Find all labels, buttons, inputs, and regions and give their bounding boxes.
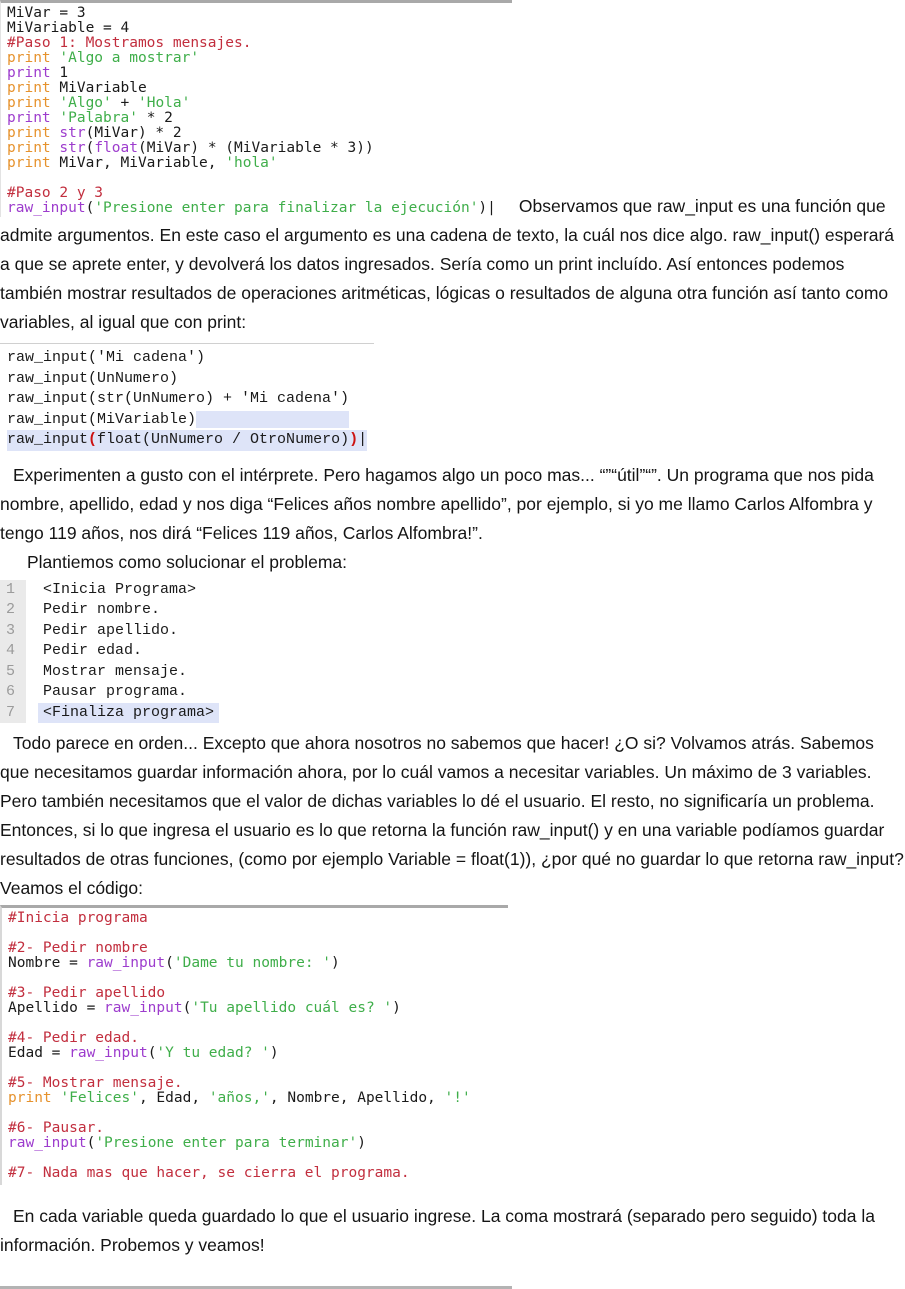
code-token: Mostrar mensaje. — [43, 662, 188, 680]
code-text — [8, 1136, 366, 1151]
code-line — [8, 1061, 508, 1076]
code-text — [38, 600, 165, 621]
code-text — [8, 956, 340, 971]
code-line — [0, 703, 905, 724]
paragraph-text: Observamos que raw_input es una función que admite argumentos. En este caso el argumento es una cadena de texto, la cuál nos dice algo. raw_input() esperará a que se aprete enter, y devolverá los datos ingresados. Sería como un print incluído. Así entonces podemos también mostrar resultados de operaciones aritméticas, lógicas o resultados de alguna otra función así tanto como variables, al igual que con print: — [0, 196, 895, 332]
code-line — [8, 1106, 508, 1121]
code-text — [38, 641, 147, 662]
code-text — [7, 410, 349, 431]
code-token: print — [7, 125, 51, 141]
code-token: MiVar = 3 — [7, 5, 86, 21]
code-token: ) — [392, 1000, 401, 1016]
code-token: ( — [88, 431, 98, 448]
line-number: 2 — [0, 600, 26, 621]
code-token: raw_input — [7, 431, 89, 448]
code-token: #5- Mostrar mensaje. — [8, 1075, 183, 1091]
code-line — [8, 986, 508, 1001]
code-line — [8, 941, 508, 956]
code-token: (MiVar) * 2 — [85, 125, 182, 141]
code-text — [8, 1091, 471, 1106]
code-line — [8, 1166, 508, 1181]
code-line — [7, 126, 512, 141]
code-line — [8, 1091, 508, 1106]
paragraph-plantiemos — [0, 548, 905, 577]
code-text — [7, 369, 178, 390]
code-token: #2- Pedir nombre — [8, 940, 148, 956]
code-token: 'Tu apellido cuál es? ' — [191, 1000, 393, 1016]
code-text — [8, 1151, 17, 1166]
code-text — [8, 1166, 410, 1181]
code-token: print — [7, 140, 51, 156]
code-token: MiVar, MiVariable, — [50, 155, 226, 171]
code-text — [8, 1121, 104, 1136]
code-line — [8, 1001, 508, 1016]
code-token — [8, 1150, 17, 1166]
code-text — [7, 21, 129, 36]
code-line — [7, 201, 512, 216]
code-line — [7, 111, 512, 126]
code-line — [8, 1076, 508, 1091]
code-token: 'Presione enter para finalizar la ejecución' — [94, 200, 479, 216]
code-line — [7, 21, 512, 36]
code-text — [8, 911, 148, 926]
code-text — [8, 1106, 17, 1121]
code-token: Pausar programa. — [43, 683, 188, 700]
code-line — [0, 580, 905, 601]
code-text — [8, 1001, 401, 1016]
code-line — [7, 171, 512, 186]
line-number: 6 — [0, 682, 26, 703]
code-token: raw_input('Mi cadena') — [7, 349, 206, 366]
code-token: print — [7, 65, 51, 81]
code-text — [8, 926, 17, 941]
code-token: ( — [182, 1000, 192, 1016]
code-text — [8, 1031, 139, 1046]
code-text — [7, 126, 182, 141]
code-token: raw_input — [7, 200, 86, 216]
code-token: Pedir nombre. — [43, 601, 161, 618]
code-token: ) — [269, 1045, 279, 1061]
code-token: <Finaliza programa> — [43, 703, 215, 721]
code-line — [0, 600, 905, 621]
code-token: <Inicia Programa> — [43, 580, 197, 598]
code-line — [7, 96, 512, 111]
line-number: 7 — [0, 703, 26, 724]
code-token: Pedir apellido. — [43, 621, 179, 639]
code-token: 'Algo a mostrar' — [59, 50, 200, 66]
code-token: Nombre = — [8, 955, 87, 971]
code-text — [7, 96, 190, 111]
code-token: 'Felices' — [60, 1090, 139, 1106]
code-token: raw_input(MiVariable) — [7, 410, 197, 428]
paragraph-conclusion — [0, 1202, 905, 1260]
line-number: 1 — [0, 580, 26, 601]
code-token: print — [7, 95, 51, 111]
code-line — [7, 410, 374, 431]
code-token: #Inicia programa — [8, 910, 148, 926]
code-token: raw_input(str(UnNumero) + 'Mi cadena') — [7, 390, 350, 407]
code-token: , Nombre, Apellido, — [269, 1090, 445, 1106]
text-caret: | — [487, 200, 496, 216]
code-token: ( — [147, 1045, 157, 1061]
code-token: print — [7, 110, 51, 126]
code-line — [7, 51, 512, 66]
code-line — [7, 36, 512, 51]
code-block-final-program[interactable] — [0, 905, 508, 1185]
code-line — [0, 662, 905, 683]
code-text — [8, 1016, 17, 1031]
code-token: , Edad, — [138, 1090, 209, 1106]
code-line — [7, 66, 512, 81]
code-text — [7, 81, 147, 96]
code-text — [7, 201, 496, 216]
code-line — [0, 621, 905, 642]
code-text — [7, 348, 205, 369]
code-token: print — [7, 80, 51, 96]
code-line — [0, 641, 905, 662]
paragraph-raw-input-explanation — [0, 0, 905, 337]
code-text — [7, 389, 349, 410]
code-token: * 2 — [137, 110, 173, 126]
code-token: 'Hola' — [137, 95, 191, 111]
code-text — [7, 111, 173, 126]
code-token: MiVariable = 4 — [7, 20, 130, 36]
paragraph-text: Plantiemos como solucionar el problema: — [27, 551, 348, 572]
code-block-pseudocode — [0, 580, 905, 724]
code-token: raw_input — [69, 1045, 148, 1061]
code-line — [7, 156, 512, 171]
code-text — [8, 1046, 279, 1061]
code-token: #6- Pausar. — [8, 1120, 105, 1136]
text-caret: | — [358, 431, 368, 448]
paragraph-text: Todo parece en orden... Excepto que ahora nosotros no sabemos que hacer! ¿O si? Volvamos atrás. Sabemos que necesitamos guardar información ahora, por lo cuál vamos a necesitar variables. Un máximo de 3 variables. Pero también necesitamos que el valor de dichas variables lo dé el usuario. El resto, no significaría un problema. Entonces, si lo que ingresa el usuario es lo que retorna la función raw_input() y en una variable podíamos guardar resultados de otras funciones, (como por ejemplo Variable = float(1)), ¿por qué no guardar lo que retorna raw_input? Veamos el código: — [0, 733, 904, 898]
code-token: ( — [85, 140, 95, 156]
code-text — [7, 171, 16, 186]
code-line — [8, 926, 508, 941]
code-token: ( — [85, 200, 95, 216]
code-token: 'hola' — [225, 155, 278, 171]
code-token: raw_input — [8, 1135, 87, 1151]
code-token: raw_input — [104, 1000, 183, 1016]
line-number: 5 — [0, 662, 26, 683]
code-line — [7, 430, 374, 451]
code-text — [38, 662, 192, 683]
paragraph-text: En cada variable queda guardado lo que el usuario ingrese. La coma mostrará (separado pero seguido) toda la información. Probemos y veamos! — [0, 1206, 875, 1255]
paragraph-text: Experimenten a gusto con el intérprete. Pero hagamos algo un poco mas... “”“útil”“”. Un programa que nos pida nombre, apellido, edad y nos diga “Felices años nombre apellido”, por ejemplo, si yo me llamo Carlos Alfombra y tengo 119 años, nos dirá “Felices 119 años, Carlos Alfombra!”. — [0, 464, 874, 543]
line-number: 4 — [0, 641, 26, 662]
code-line — [7, 369, 374, 390]
code-token: ( — [86, 1135, 96, 1151]
code-token: 'Y tu edad? ' — [156, 1045, 270, 1061]
code-token: Pedir edad. — [43, 642, 143, 659]
code-line — [8, 1046, 508, 1061]
code-line — [7, 81, 512, 96]
code-text — [8, 941, 148, 956]
code-token: '!' — [444, 1090, 471, 1106]
line-number: 3 — [0, 621, 26, 642]
code-token: #Paso 1: Mostramos mensajes. — [7, 35, 252, 51]
code-token: print — [7, 155, 51, 171]
code-token: + — [111, 95, 138, 111]
code-token: str — [59, 125, 86, 141]
code-token: 'Dame tu nombre: ' — [173, 955, 332, 971]
code-text — [7, 141, 374, 156]
code-line — [7, 186, 512, 201]
code-text — [7, 156, 278, 171]
code-token — [8, 1015, 17, 1031]
code-text — [38, 621, 183, 642]
code-line — [7, 6, 512, 21]
code-token: ) — [349, 431, 359, 448]
code-token: raw_input — [86, 955, 166, 971]
code-token: MiVariable — [50, 80, 147, 96]
code-token — [8, 1060, 17, 1076]
code-token: 'Palabra' — [59, 110, 138, 126]
code-token — [8, 925, 17, 941]
code-line — [8, 1151, 508, 1166]
code-token: ( — [165, 955, 174, 971]
code-token — [8, 970, 17, 986]
code-line — [7, 389, 374, 410]
code-token: print — [8, 1090, 52, 1106]
code-token: ) — [478, 200, 488, 216]
code-token: 'Algo' — [59, 95, 112, 111]
code-text — [7, 36, 251, 51]
code-token: (MiVar) * (MiVariable * 3)) — [137, 140, 374, 156]
code-token: raw_input(UnNumero) — [7, 369, 179, 387]
code-token: 'Presione enter para terminar' — [95, 1135, 358, 1151]
code-text — [38, 580, 201, 601]
code-line — [7, 348, 374, 369]
code-token: #4- Pedir edad. — [8, 1030, 139, 1046]
code-token: str — [59, 140, 86, 156]
code-text — [7, 51, 199, 66]
code-text — [38, 682, 192, 703]
code-text — [8, 1061, 17, 1076]
code-line — [8, 956, 508, 971]
paragraph-experiment — [0, 461, 905, 548]
code-token: ) — [357, 1135, 366, 1151]
code-line — [8, 1016, 508, 1031]
code-token — [7, 170, 16, 186]
code-line — [8, 911, 508, 926]
code-text — [7, 66, 68, 81]
code-token: float — [94, 140, 138, 156]
code-text — [7, 186, 103, 201]
code-line — [8, 1136, 508, 1151]
code-text — [8, 986, 165, 1001]
code-line — [8, 971, 508, 986]
code-token: Edad = — [8, 1045, 70, 1061]
code-token: #7- Nada mas que hacer, se cierra el programa. — [8, 1165, 410, 1181]
code-text — [8, 1076, 183, 1091]
code-line — [8, 1121, 508, 1136]
code-token — [196, 411, 349, 428]
code-text — [7, 6, 86, 21]
paragraph-variables-explanation — [0, 729, 905, 903]
code-token: print — [7, 50, 51, 66]
code-line — [8, 1031, 508, 1046]
code-block-raw-input-examples[interactable] — [0, 343, 374, 453]
code-text — [8, 971, 17, 986]
code-token: 'años,' — [208, 1090, 270, 1106]
code-token — [8, 1105, 17, 1121]
code-token: #Paso 2 y 3 — [7, 185, 104, 201]
code-block-print-examples[interactable] — [0, 0, 512, 217]
highlighted-code-text — [7, 430, 367, 451]
code-line — [7, 141, 512, 156]
code-token: float(UnNumero / OtroNumero) — [97, 431, 350, 448]
highlighted-code-text — [38, 703, 219, 724]
code-token: #3- Pedir apellido — [8, 985, 166, 1001]
code-line — [0, 682, 905, 703]
code-token: Apellido = — [8, 1000, 105, 1016]
code-token: ) — [331, 955, 340, 971]
code-token: 1 — [50, 65, 69, 81]
